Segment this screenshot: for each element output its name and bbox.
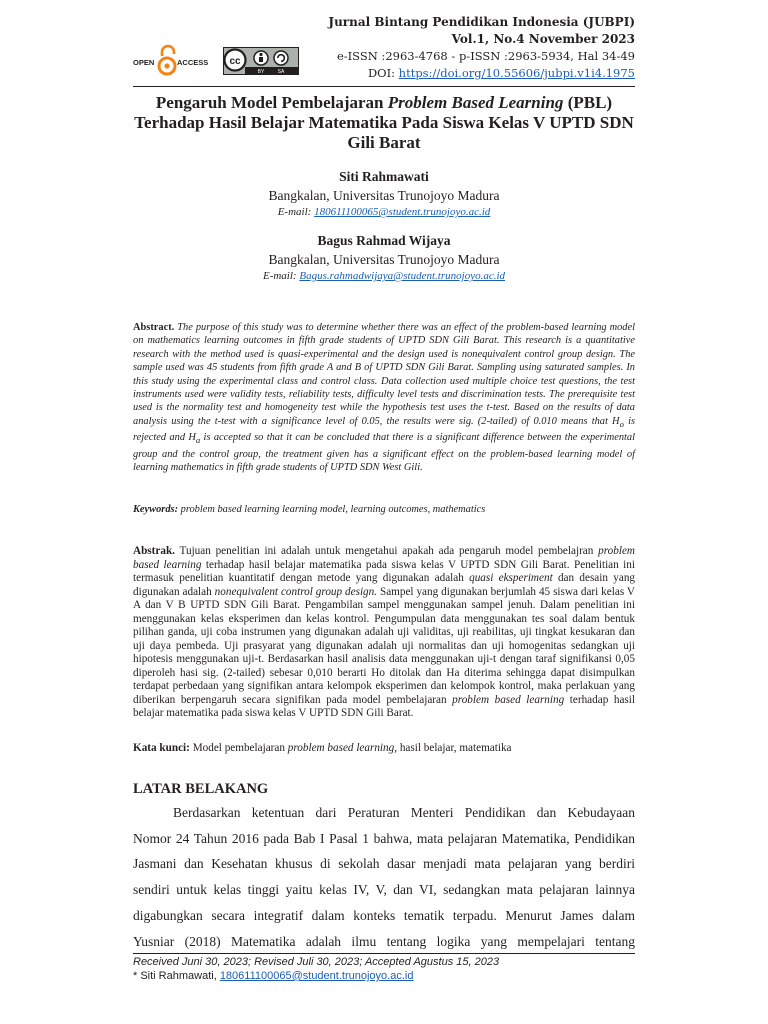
cc-sa-label: SA: [277, 69, 285, 75]
author-email: [133, 205, 635, 220]
body-line: sendiri untuk kelas tinggi yaitu kelas IV, V, dan VI, sedangkan mata pelajaran lainnya: [133, 882, 635, 898]
abstrak-text: dan desain yang digunakan adalah: [133, 572, 636, 598]
email-label: E-mail:: [262, 270, 300, 282]
abstract-text: is rejected and H: [133, 415, 635, 444]
abstrak-text: Sampel yang digunakan berjumlah 45 siswa dari kelas V A dan V B UPTD SDN Gili Barat. Pengambilan sampel menggunakan sampel jenuh. Dalam penelitian ini menggunakan kelas eksperimen dan kelas kontrol. Pengumpulan data menggunakan tes soal dalam bentuk pilihan ganda, uji coba instrumen yang digunakan adalah uji validitas, uji reabilitas, uji tingkat kesukaran dan uji daya pembeda. Uji prasyarat yang digunakan adalah uji normalitas dan uji homogenitas sedangkan uji hipotesis menggunakan uji-t. Berdasarkan hasil analisis data menggunakan uji-t dengan taraf signifikansi 0,05 diperoleh hasi sig. (2-tailed) sebesar 0,010 berarti Ho ditolak dan Ha diterima sehingga dapat disimpulkan terdapat perbedaan yang signifikan antara kelompok eksperimen dan kelompok kontrol, maka perlakuan yang diberikan berpengaruh secara signifikan pada model pembelajaran: [133, 585, 635, 706]
author-name: Bagus Rahmad Wijaya: [317, 233, 451, 248]
footnote-corresponding-author: [133, 969, 635, 983]
abstrak-italic: nonequivalent control group design.: [214, 585, 378, 598]
author-block: [133, 232, 635, 284]
title-line-2: Terhadap Hasil Belajar Matematika Pada Siswa Kelas V UPTD SDN: [134, 113, 634, 132]
author-email: [133, 269, 635, 284]
journal-doi: [328, 65, 635, 82]
open-access-lock-icon: [159, 46, 175, 74]
footnote-email-link[interactable]: 180611100065@student.trunojoyo.ac.id: [219, 970, 414, 982]
footnote-author: * Siti Rahmawati,: [133, 970, 220, 982]
svg-text:cc: cc: [229, 56, 241, 67]
keywords-value: problem based learning learning model, learning outcomes, mathematics: [178, 504, 486, 515]
open-access-text-right: ACCESS: [177, 58, 209, 67]
abstrak-italic: problem based learning: [133, 545, 635, 571]
journal-volume: Vol.1, No.4 November 2023: [451, 32, 635, 46]
kata-kunci-text: Model pembelajaran: [189, 742, 288, 754]
abstract-text: is accepted so that it can be concluded that there is a significant difference between the experimental group and the control group, the treatment given has a significant effect on the problem-based learning model of learning mathematics in fifth grade students of UPTD SDN West Gili.: [133, 432, 635, 474]
keywords-indonesian: [133, 741, 635, 755]
author-email-link[interactable]: 180611100065@student.trunojoyo.ac.id: [314, 206, 491, 218]
creative-commons-badge: [223, 47, 299, 75]
body-line: Jasmani dan Kesehatan khusus di sekolah dasar menjadi mata pelajaran yang berdiri: [133, 856, 635, 872]
sharealike-icon: [274, 51, 288, 65]
kata-kunci-italic: problem based learning: [287, 742, 395, 754]
abstract-english: [133, 321, 635, 475]
author-name: Siti Rahmawati: [339, 169, 429, 184]
title-text: Pengaruh Model Pembelajaran: [155, 93, 388, 112]
footnote-dates: Received Juni 30, 2023; Revised Juli 30, 2023; Accepted Agustus 15, 2023: [133, 956, 500, 968]
abstrak-italic: problem based learning: [452, 693, 565, 706]
abstrak-label: Abstrak.: [133, 545, 175, 557]
journal-header: [328, 14, 635, 82]
title-italic-term: Problem Based Learning: [387, 93, 564, 112]
body-line: Berdasarkan ketentuan dari Peraturan Menteri Pendidikan dan Kebudayaan: [173, 805, 635, 820]
body-line: digabungkan secara integratif dalam konteks tematik terpadu. Menurut James dalam: [133, 907, 635, 923]
keywords-label: Keywords:: [133, 504, 179, 515]
kata-kunci-text: , hasil belajar, matematika: [394, 742, 512, 754]
subscript: a: [195, 435, 201, 446]
keywords-english: [133, 503, 635, 516]
journal-name: Jurnal Bintang Pendidikan Indonesia (JUBPI): [328, 15, 635, 29]
kata-kunci-label: Kata kunci:: [133, 742, 190, 754]
abstract-indonesian: [133, 545, 635, 721]
title-text: (PBL): [563, 93, 613, 112]
section-body: [133, 800, 635, 954]
doi-label: DOI:: [367, 66, 399, 80]
open-access-logo: [133, 44, 213, 78]
footnote-divider: [133, 953, 635, 954]
author-affiliation: Bangkalan, Universitas Trunojoyo Madura: [268, 188, 500, 203]
abstract-label: Abstract.: [133, 322, 175, 333]
abstract-text: The purpose of this study was to determine whether there was an effect of the problem-based learning model on mathematics learning outcomes in fifth grade students of UPTD SDN Gili Barat. This research is a quantitative research with the method used is quasi-experimental and the design used is nonequivalent control group design. The sample used was 45 students from fifth grade A and B of UPTD SDN Gili Barat. Sampling using saturated samples. In this study using the experimental class and control class. Data collection used multiple choice test questions, the test instruments used were validity tests, reliability tests, difficulty level tests and discrimination tests. The prerequisite test used is the normality test and homogeneity test while the hypothesis test uses the t-test. Based on the results of data analysis using the t-test with a significance level of 0.05, the results were sig. (2-tailed) of 0.010 means that H: [133, 322, 635, 427]
abstrak-italic: quasi eksperiment: [469, 572, 553, 584]
doi-link[interactable]: https://doi.org/10.55606/jubpi.v1i4.1975: [398, 66, 635, 80]
title-line-1: [133, 93, 635, 113]
subscript: o: [619, 418, 624, 429]
header-divider: [133, 86, 635, 87]
abstrak-text: terhadap hasil belajar matematika pada siswa kelas V UPTD SDN Gili Barat.: [133, 693, 635, 719]
journal-issn: e-ISSN :2963-4768 - p-ISSN :2963-5934, Hal 34-49: [336, 49, 635, 63]
email-label: E-mail:: [277, 206, 315, 218]
author-affiliation: Bangkalan, Universitas Trunojoyo Madura: [268, 252, 500, 267]
cc-by-label: BY: [257, 69, 265, 75]
author-block: [133, 168, 635, 220]
body-line: Yusniar (2018) Matematika adalah ilmu tentang logika yang mempelajari tentang: [133, 933, 635, 949]
open-access-text-left: OPEN: [133, 58, 155, 67]
title-line-3: Gili Barat: [347, 133, 421, 152]
paper-title: [133, 93, 635, 153]
body-line: Nomor 24 Tahun 2016 pada Bab I Pasal 1 bahwa, mata pelajaran Matematika, Pendidikan: [133, 830, 635, 846]
author-email-link[interactable]: Bagus.rahmadwijaya@student.trunojoyo.ac.id: [299, 270, 506, 282]
section-heading: LATAR BELAKANG: [133, 781, 269, 797]
abstrak-text: terhadap hasil belajar matematika pada siswa kelas V UPTD SDN Gili Barat. Penelitian ini termasuk penelitian kuantitatif dengan metode yang digunakan adalah: [133, 558, 635, 584]
abstrak-text: Tujuan penelitian ini adalah untuk mengetahui apakah ada pengaruh model pembelajran: [174, 545, 599, 557]
